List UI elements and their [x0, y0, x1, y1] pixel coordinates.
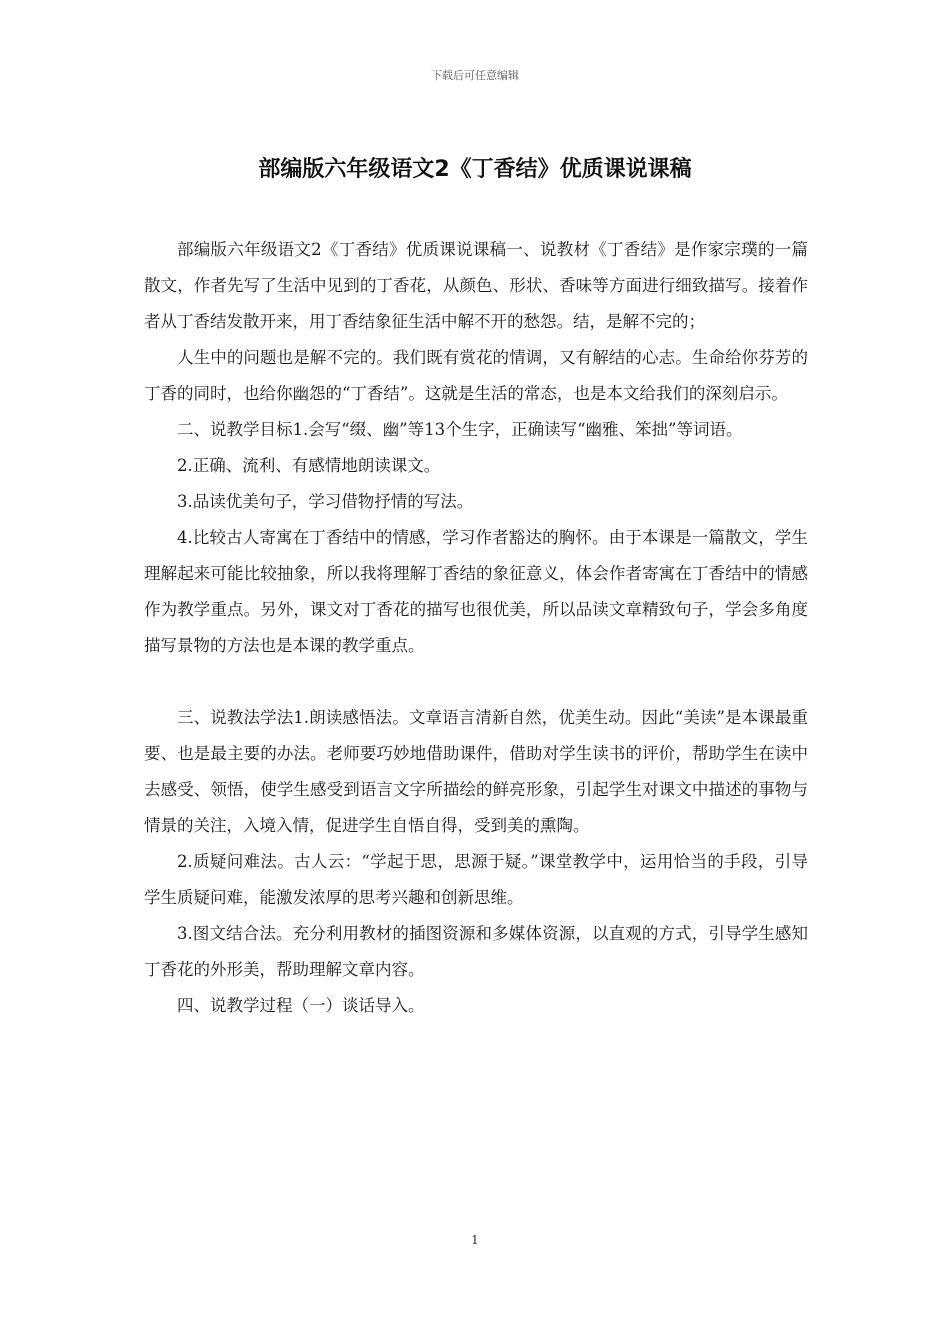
header-note: 下载后可任意编辑 [431, 69, 519, 82]
paragraph-teaching-methods: 三、说教法学法1.朗读感悟法。文章语言清新自然，优美生动。因此“美读”是本课最重要、也是最主要的办法。老师要巧妙地借助课件，借助对学生读书的评价，帮助学生在读中去感受、领悟，使学生感受到语言文字所描绘的鲜亮形象，引起学生对课文中描述的事物与情景的关注，入境入情，促进学生自悟自得，受到美的熏陶。 [144, 708, 808, 835]
page-number: 1 [471, 1233, 479, 1247]
paragraph-goal-3: 3.品读优美句子，学习借物抒情的写法。 [177, 492, 474, 511]
paragraph-life-problems: 人生中的问题也是解不完的。我们既有赏花的情调，又有解结的心志。生命给你芬芳的丁香的同时，也给你幽怨的“丁香结”。这就是生活的常态，也是本文给我们的深刻启示。 [144, 348, 808, 403]
paragraph-teaching-goals: 二、说教学目标1.会写“缀、幽”等13个生字，正确读写“幽雅、笨拙”等词语。 [177, 420, 743, 439]
paragraph-method-2: 2.质疑问难法。古人云：“学起于思，思源于疑。”课堂教学中，运用恰当的手段，引导学生质疑问难，能激发浓厚的思考兴趣和创新思维。 [144, 852, 808, 907]
paragraph-method-3: 3.图文结合法。充分利用教材的插图资源和多媒体资源，以直观的方式，引导学生感知丁香花的外形美，帮助理解文章内容。 [144, 924, 808, 979]
document-title: 部编版六年级语文2《丁香结》优质课说课稿 [258, 157, 692, 182]
paragraph-goal-4: 4.比较古人寄寓在丁香结中的情感，学习作者豁达的胸怀。由于本课是一篇散文，学生理解起来可能比较抽象，所以我将理解丁香结的象征意义，体会作者寄寓在丁香结中的情感作为教学重点。另外，课文对丁香花的描写也很优美，所以品读文章精致句子，学会多角度描写景物的方法也是本课的教学重点。 [144, 528, 808, 655]
paragraph-goal-2: 2.正确、流利、有感情地朗读课文。 [177, 456, 441, 475]
paragraph-intro: 部编版六年级语文2《丁香结》优质课说课稿一、说教材《丁香结》是作家宗璞的一篇散文，作者先写了生活中见到的丁香花，从颜色、形状、香味等方面进行细致描写。接着作者从丁香结发散开来，用丁香结象征生活中解不开的愁怨。结，是解不完的； [144, 240, 808, 331]
document-body [144, 232, 808, 1024]
paragraph-teaching-process: 四、说教学过程（一）谈话导入。 [177, 996, 425, 1015]
